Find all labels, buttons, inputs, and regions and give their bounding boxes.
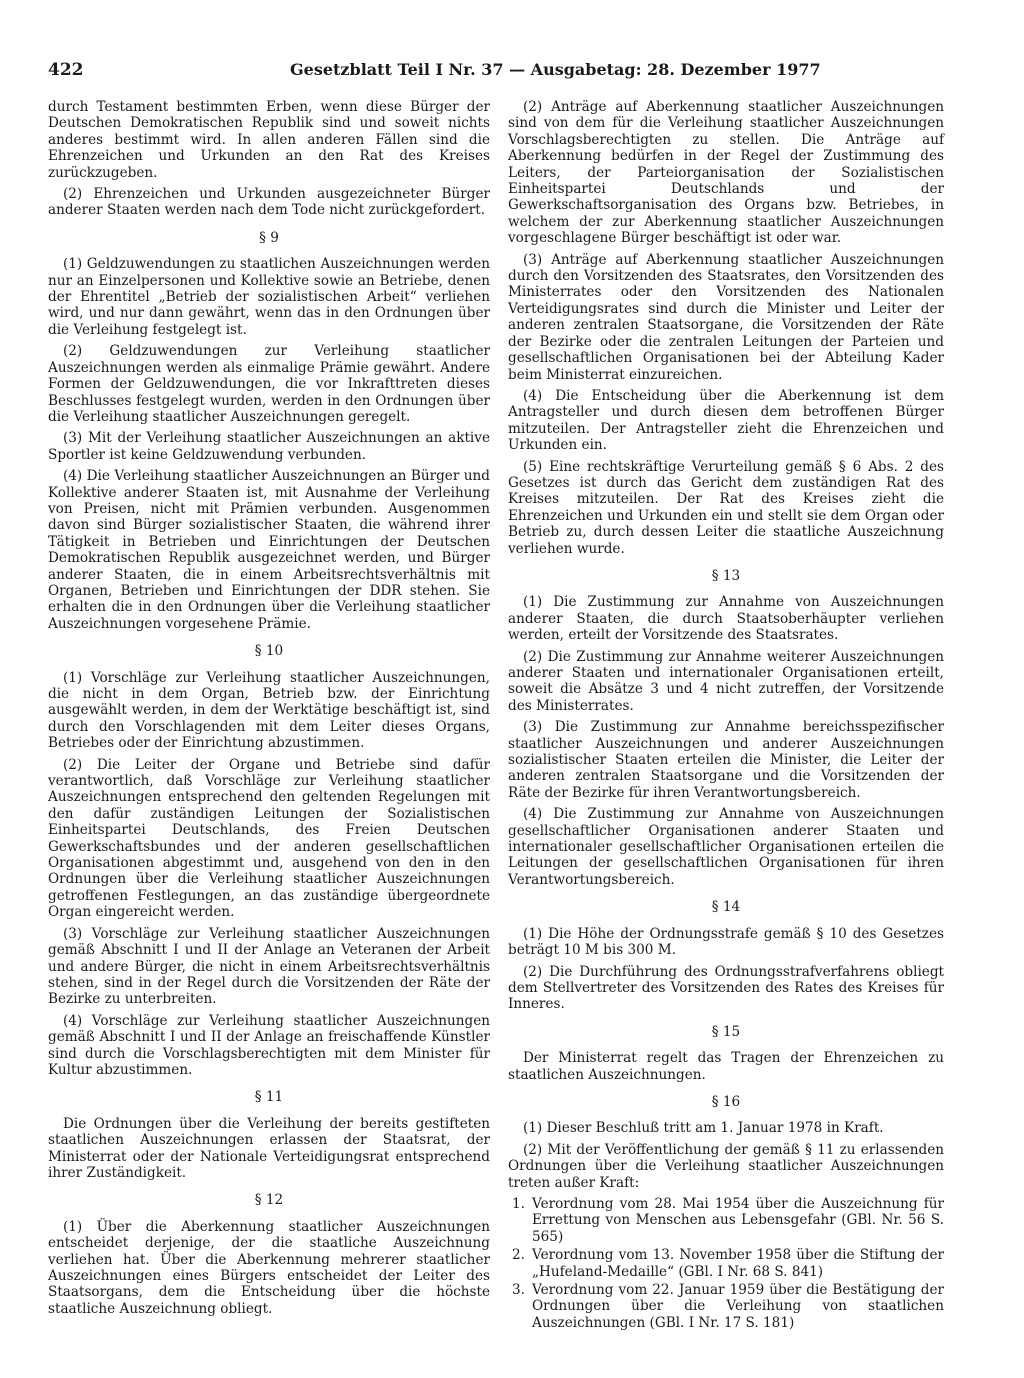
paragraph: durch Testament bestimmten Erben, wenn diese Bürger der Deutschen Demokratischen Republik sind und soweit nichts anderes bestimmt wird. In allen anderen Fällen sind die Ehrenzeichen und Urkunden an den Rat des Kreises zurückzugeben.	[48, 99, 490, 181]
paragraph: (3) Die Zustimmung zur Annahme bereichsspezifischer staatlicher Auszeichnungen und anderer Auszeichnungen sozialistischer Staaten erteilen die Minister, die Leiter der anderen zentralen Staatsorgane und die Vorsitzenden der Räte der Bezirke für ihren Verantwortungsbereich.	[508, 719, 944, 801]
paragraph: (4) Vorschläge zur Verleihung staatlicher Auszeichnungen gemäß Abschnitt I und II der Anlage an freischaffende Künstler sind durch die Vorschlagsberechtigten mit dem Minister für Kultur abzustimmen.	[48, 1012, 490, 1078]
left-column	[48, 99, 490, 1322]
paragraph: (2) Mit der Veröffentlichung der gemäß § 11 zu erlassenden Ordnungen über die Verleihung staatlicher Auszeichnungen treten außer Kraft:	[508, 1141, 944, 1191]
paragraph: (4) Die Verleihung staatlicher Auszeichnungen an Bürger und Kollektive anderer Staaten ist, mit Ausnahme der Verleihung von Preisen, nicht mit Prämien verbunden. Ausgenommen davon sind Bürger sozialistischer Staaten, die während ihrer Tätigkeit in Betrieben und Einrichtungen der Deutschen Demokratischen Republik ausgezeichnet werden, und Bürger anderer Staaten, die in einem Arbeitsrechtsverhältnis mit Organen, Betrieben und Einrichtungen der DDR stehen. Sie erhalten die in den Ordnungen über die Verleihung staatlicher Auszeichnungen vorgesehene Prämie.	[48, 468, 490, 632]
paragraph: (2) Die Leiter der Organe und Betriebe sind dafür verantwortlich, daß Vorschläge zur Verleihung staatlicher Auszeichnungen entsprechend den geltenden Regelungen mit den dafür zuständigen Leitungen der Sozialistischen Einheitspartei Deutschlands, des Freien Deutschen Gewerkschaftsbundes und der anderen gesellschaftlichen Organisationen abgestimmt und, ausgehend von den in den Ordnungen über die Verleihung staatlicher Auszeichnungen getroffenen Festlegungen, an das zuständige übergeordnete Organ eingereicht werden.	[48, 756, 490, 921]
section-heading: § 15	[711, 1023, 741, 1040]
list-item-number: 1.	[512, 1195, 525, 1212]
paragraph: (2) Die Zustimmung zur Annahme weiterer Auszeichnungen anderer Staaten und internationaler Organisationen erteilt, soweit die Absätze 3 und 4 nicht zutreffen, der Vorsitzende des Ministerrates.	[508, 648, 944, 714]
list-item-text: Verordnung vom 22. Januar 1959 über die Bestätigung der Ordnungen über die Verleihung von staatlichen Auszeichnungen (GBl. I Nr. 17 S. 181)	[532, 1282, 944, 1331]
section-heading: § 9	[259, 229, 279, 246]
page-number: 422	[48, 60, 84, 80]
list-item	[508, 1282, 944, 1331]
paragraph: (3) Vorschläge zur Verleihung staatlicher Auszeichnungen gemäß Abschnitt I und II der Anlage an Veteranen der Arbeit und andere Bürger, die nicht in einem Arbeitsrechtsverhältnis stehen, sind in der Regel durch die Vorsitzenden der Räte der Bezirke zu unterbreiten.	[48, 925, 490, 1008]
paragraph: (2) Geldzuwendungen zur Verleihung staatlicher Auszeichnungen werden als einmalige Prämie gewährt. Andere Formen der Geldzuwendungen, die vor Inkrafttreten dieses Beschlusses festgelegt wurden, werden in den Ordnungen über die Verleihung staatlicher Auszeichnungen geregelt.	[48, 343, 490, 425]
paragraph: (4) Die Entscheidung über die Aberkennung ist dem Antragsteller und durch diesen dem betroffenen Bürger mitzuteilen. Der Antragsteller zieht die Ehrenzeichen und Urkunden ein.	[508, 387, 944, 454]
paragraph: (2) Ehrenzeichen und Urkunden ausgezeichneter Bürger anderer Staaten werden nach dem Tode nicht zurückgefordert.	[48, 186, 490, 219]
section-heading: § 12	[254, 1192, 284, 1209]
list-item-text: Verordnung vom 28. Mai 1954 über die Auszeichnung für Errettung von Menschen aus Lebensgefahr (GBl. Nr. 56 S. 565)	[532, 1195, 944, 1245]
paragraph: (1) Geldzuwendungen zu staatlichen Auszeichnungen werden nur an Einzelpersonen und Kollektive sowie an Betriebe, denen der Ehrentitel „Betrieb der sozialistischen Arbeit“ verliehen wird, und nur dann gewährt, wenn das in den Ordnungen über die Verleihung festgelegt ist.	[48, 256, 490, 338]
paragraph: (5) Eine rechtskräftige Verurteilung gemäß § 6 Abs. 2 des Gesetzes ist durch das Gericht dem zuständigen Rat des Kreises mitzuteilen. Der Rat des Kreises zieht die Ehrenzeichen und Urkunden ein und stellt sie dem Organ oder Betrieb zu, durch dessen Leiter die staatliche Auszeichnung verliehen wurde.	[508, 458, 944, 557]
list-item	[508, 1196, 944, 1245]
section-heading: § 13	[711, 567, 741, 584]
paragraph: (2) Die Durchführung des Ordnungsstrafverfahrens obliegt dem Stellvertreter des Vorsitzenden des Rates des Kreises für Inneres.	[508, 963, 944, 1013]
list-item-number: 3.	[512, 1282, 525, 1298]
section-heading: § 10	[254, 643, 284, 660]
right-column	[508, 99, 944, 1333]
paragraph: (1) Die Zustimmung zur Annahme von Auszeichnungen anderer Staaten, die durch Staatsoberhäupter verliehen werden, erteilt der Vorsitzende des Staatsrates.	[508, 594, 944, 644]
list-item-number: 2.	[512, 1247, 525, 1264]
list-item	[508, 1247, 944, 1280]
repealed-list	[508, 1196, 944, 1331]
paragraph: Die Ordnungen über die Verleihung der bereits gestifteten staatlichen Auszeichnungen erlassen der Staatsrat, der Ministerrat oder der Nationale Verteidigungsrat entsprechend ihrer Zuständigkeit.	[48, 1115, 490, 1181]
page-header	[48, 60, 976, 84]
running-head: Gesetzblatt Teil I Nr. 37 — Ausgabetag: 28. Dezember 1977	[290, 60, 821, 79]
paragraph: (1) Über die Aberkennung staatlicher Auszeichnungen entscheidet derjenige, der die staatliche Auszeichnung verliehen hat. Über die Aberkennung mehrerer staatlicher Auszeichnungen eines Bürgers entscheidet der Leiter des Staatsorgans, dem die Entscheidung über die höchste staatliche Auszeichnung obliegt.	[48, 1218, 490, 1317]
paragraph: (3) Mit der Verleihung staatlicher Auszeichnungen an aktive Sportler ist keine Geldzuwendung verbunden.	[48, 430, 490, 463]
paragraph: Der Ministerrat regelt das Tragen der Ehrenzeichen zu staatlichen Auszeichnungen.	[508, 1050, 944, 1083]
section-heading: § 16	[711, 1093, 741, 1110]
paragraph: (1) Vorschläge zur Verleihung staatlicher Auszeichnungen, die nicht in dem Organ, Betrieb bzw. der Einrichtung ausgewählt werden, in dem der Werktätige beschäftigt ist, sind durch den Vorschlagenden mit dem Leiter dieses Organs, Betriebes oder der Einrichtung abzustimmen.	[48, 669, 490, 752]
paragraph: (2) Anträge auf Aberkennung staatlicher Auszeichnungen sind von dem für die Verleihung staatlicher Auszeichnungen Vorschlagsberechtigten zu stellen. Die Anträge auf Aberkennung bedürfen in der Regel der Zustimmung des Leiters, der Parteiorganisation der Sozialistischen Einheitspartei Deutschlands und der Gewerkschaftsorganisation des Organs bzw. Betriebes, in welchem der zur Aberkennung staatlicher Auszeichnungen vorgeschlagene Bürger beschäftigt ist oder war.	[508, 99, 944, 247]
paragraph: (1) Dieser Beschluß tritt am 1. Januar 1978 in Kraft.	[522, 1120, 884, 1137]
paragraph: (4) Die Zustimmung zur Annahme von Auszeichnungen gesellschaftlicher Organisationen anderer Staaten und internationaler gesellschaftlicher Organisationen erteilen die Leitungen der gesellschaftlichen Organisationen für ihren Verantwortungsbereich.	[508, 806, 944, 888]
section-heading: § 14	[711, 899, 741, 916]
paragraph: (1) Die Höhe der Ordnungsstrafe gemäß § 10 des Gesetzes beträgt 10 M bis 300 M.	[508, 925, 944, 959]
section-heading: § 11	[254, 1089, 284, 1106]
paragraph: (3) Anträge auf Aberkennung staatlicher Auszeichnungen durch den Vorsitzenden des Staatsrates, den Vorsitzenden des Ministerrates oder den Vorsitzenden des Nationalen Verteidigungsrates sind durch die Minister und Leiter der anderen zentralen Staatsorgane, die Vorsitzenden der Räte der Bezirke oder die zentralen Leitungen der Parteien und gesellschaftlichen Organisationen bei der Abteilung Kader beim Ministerrat einzureichen.	[508, 251, 944, 383]
list-item-text: Verordnung vom 13. November 1958 über die Stiftung der „Hufeland-Medaille“ (GBl. I Nr. 68 S. 841)	[532, 1247, 944, 1280]
